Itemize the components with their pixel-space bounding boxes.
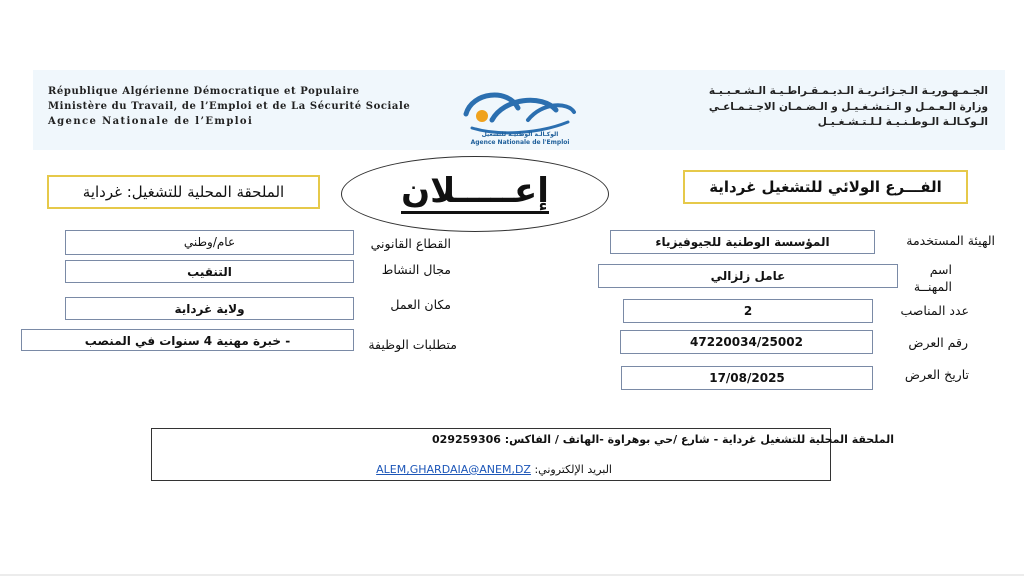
activity-label: مجال النشاط <box>381 262 451 277</box>
offer-date-label: تاريخ العرض <box>904 367 969 382</box>
job-title-field: عامل زلزالي <box>598 264 898 288</box>
contact-email-line <box>376 463 612 476</box>
employer-label: الهيئة المستخدمة <box>906 233 995 248</box>
location-label: مكان العمل <box>390 297 451 312</box>
header-fr-line-1: République Algérienne Démocratique et Populaire <box>48 86 360 97</box>
logo-text-ar: الوكـالـة الوطنيـة للتشغيل <box>481 131 559 138</box>
activity-field: التنقيب <box>65 260 354 283</box>
contact-address: الملحقة المحلية للتشغيل غرداية - شارع /حي بوهراوة -الهاتف / الفاكس: 029259306 <box>432 433 894 446</box>
email-link[interactable]: ALEM,GHARDAIA@ANEM,DZ <box>376 463 531 476</box>
header-fr-line-2: Ministère du Travail, de l’Emploi et de La Sécurité Sociale <box>48 101 411 112</box>
local-office-box: الملحقة المحلية للتشغيل: غرداية <box>47 175 320 209</box>
positions-label: عدد المناصب <box>900 303 969 318</box>
announcement-title-text: إعـــــلان <box>401 171 549 214</box>
header-ar-line-1: الجـمـهـوريـة الـجـزائـريـة الـديـمـقـراطـيـة الـشـعـبـيـة <box>708 85 988 97</box>
job-label-line-1: اسم <box>929 262 952 277</box>
regional-office-box: الفـــرع الولائي للتشغيل غرداية <box>683 170 968 204</box>
requirements-label: متطلبات الوظيفة <box>368 337 457 352</box>
email-label: البريد الإلكتروني: <box>534 463 612 476</box>
announcement-title <box>341 166 609 216</box>
header-fr-line-3: Agence Nationale de l’Emploi <box>48 116 254 127</box>
location-field: ولاية غرداية <box>65 297 354 320</box>
logo-text-fr: Agence Nationale de l'Emploi <box>470 139 570 146</box>
offer-number-field: 47220034/25002 <box>620 330 873 354</box>
positions-field: 2 <box>623 299 873 323</box>
header-ar-line-2: وزارة الـعـمـل و الـتـشـغـيـل و الـضـمـان الاجـتـمـاعـي <box>708 101 988 113</box>
header-ar-line-3: الـوكـالـة الـوطـنـيـة لـلـتـشـغـيـل <box>817 116 988 128</box>
job-label-line-2: المهنــة <box>913 279 952 294</box>
offer-date-field: 17/08/2025 <box>621 366 873 390</box>
requirements-field: - خبرة مهنية 4 سنوات في المنصب <box>21 329 354 351</box>
offer-number-label: رقم العرض <box>908 335 968 350</box>
employer-field: المؤسسة الوطنية للجيوفيزياء <box>610 230 875 254</box>
sector-field: عام/وطني <box>65 230 354 255</box>
sector-label: القطاع القانوني <box>370 236 451 251</box>
